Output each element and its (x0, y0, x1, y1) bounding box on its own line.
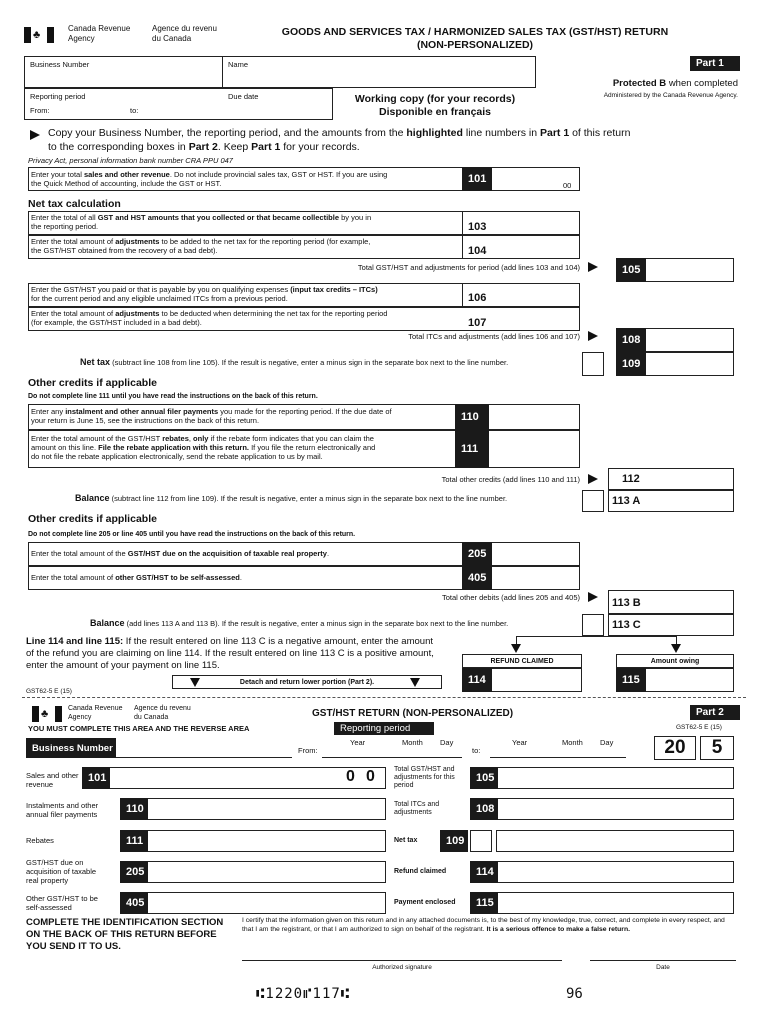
part2-title: GST/HST RETURN (NON-PERSONALIZED) (312, 708, 514, 719)
date-label: Date (656, 964, 670, 971)
agency-name-fr-part2: Agence du revenu du Canada (134, 705, 191, 721)
year-prefix-box: 20 (654, 736, 696, 760)
reporting-period-badge: Reporting period (334, 722, 434, 735)
line-113b-number: 113 B (612, 597, 641, 609)
line-105-part2-input[interactable] (498, 767, 734, 789)
total-108-label: Total ITCs and adjustments (add lines 106 and 107) (408, 332, 580, 341)
line-113c-input[interactable] (646, 614, 734, 636)
day-label-to: Day (600, 738, 614, 747)
refund-arrow-icon (511, 644, 521, 653)
line-109-input[interactable] (646, 352, 734, 376)
arrow-108-icon (588, 331, 598, 341)
owing-arrow-icon (671, 644, 681, 653)
authorized-signature-label: Authorized signature (372, 964, 432, 971)
net-tax-heading: Net tax calculation (28, 198, 121, 210)
form-code-part2: GST62-5 E (15) (676, 724, 722, 731)
form-code-part1: GST62-5 E (15) (26, 688, 72, 695)
line-405-text: Enter the total amount of other GST/HST to be self-assessed. (31, 573, 242, 582)
line-205-number: 205 (462, 542, 492, 566)
line-107-text: Enter the total amount of adjustments to be deducted when determining the net tax for the reporting period (for example, the GST/HST included in a bad debt). (31, 309, 388, 327)
name-label: Name (228, 60, 249, 69)
line-108-input[interactable] (646, 328, 734, 352)
line-105-number: 105 (616, 258, 646, 282)
protected-b: Protected B when completed (612, 78, 738, 89)
line-405-part2-number: 405 (120, 892, 148, 914)
gst205-label-part2: GST/HST due on acquisition of taxable real property (26, 858, 97, 885)
must-complete-note: YOU MUST COMPLETE THIS AREA AND THE REVERSE AREA (28, 724, 250, 733)
signature-line[interactable] (242, 960, 562, 961)
line-101-text: Enter your total sales and other revenue. Do not include provincial sales tax, GST or HST. If you are using the Quick Method of accounting, include the GST or HST. (31, 170, 388, 188)
from-label-part2: From: (298, 746, 318, 755)
business-number-input[interactable] (116, 740, 292, 758)
line-106-number: 106 (468, 292, 487, 304)
line-101-cents: 00 (563, 181, 572, 190)
line-104-number: 104 (468, 245, 487, 257)
certification-text: I certify that the information given on this return and in any attached documents is, to the best of my knowledge, true, correct, and complete in every respect, and that I am the registrant, or that I am authorized to sign on behalf of the registrant. It is a serious offence to make a false return. (242, 917, 725, 933)
year-label-from: Year (350, 738, 366, 747)
instruction-arrow-icon (30, 130, 40, 140)
due-date-label: Due date (228, 92, 259, 101)
line-113c-sign-box[interactable] (582, 614, 604, 636)
rebates-label-part2: Rebates (26, 836, 54, 845)
line-113a-input[interactable] (646, 490, 734, 512)
reporting-period-label: Reporting period (30, 92, 86, 101)
date-line[interactable] (590, 960, 736, 961)
line-108-part2-input[interactable] (498, 798, 734, 820)
line-109-part2-number: 109 (440, 830, 468, 852)
net-tax-label: Net tax (subtract line 108 from line 105). If the result is negative, enter a minus sign in the separate box next to the line number. (80, 357, 509, 367)
line-111-number: 111 (455, 430, 489, 468)
line-105-input[interactable] (646, 258, 734, 282)
line-113a-number: 113 A (612, 495, 641, 507)
year-digit-box: 5 (700, 736, 734, 760)
from-label: From: (30, 106, 50, 115)
gst405-label-part2: Other GST/HST to be self-assessed (26, 894, 98, 912)
day-label-from: Day (440, 738, 454, 747)
line-106-input[interactable] (492, 283, 580, 307)
arrow-112-icon (588, 474, 598, 484)
line-103-text: Enter the total of all GST and HST amounts that you collected or that became collectible by you in the reporting period. (31, 213, 372, 231)
line-114-part2-input[interactable] (498, 861, 734, 883)
line-114-input[interactable] (492, 668, 582, 692)
line-111-part2-number: 111 (120, 830, 148, 852)
amount-owing-label: Amount owing (650, 658, 700, 665)
line-113c-number: 113 C (612, 619, 641, 631)
total-105-label: Total GST/HST and adjustments for period (add lines 103 and 104) (357, 263, 580, 272)
t108-label-part2: Total ITCs and adjustments (394, 801, 440, 816)
id-box-top (24, 56, 536, 88)
line-114-number: 114 (462, 668, 492, 692)
canada-flag-icon: ♣ (24, 27, 54, 43)
agency-name-en-part2: Canada Revenue Agency (68, 705, 123, 721)
line-101-part2-zero1: 0 (346, 768, 355, 785)
line-113b-input[interactable] (646, 590, 734, 614)
line-110-part2-input[interactable] (148, 798, 386, 820)
line-110-input[interactable] (489, 404, 580, 430)
line-101-number: 101 (462, 167, 492, 191)
line-205-part2-number: 205 (120, 861, 148, 883)
form-title: GOODS AND SERVICES TAX / HARMONIZED SALES TAX (GST/HST) RETURN (NON-PERSONALIZED) (281, 26, 669, 51)
line-101-part2-zero2: 0 (366, 768, 375, 785)
month-label-to: Month (562, 738, 583, 747)
other-credits-heading: Other credits if applicable (28, 377, 157, 389)
total-112-label: Total other credits (add lines 110 and 111) (441, 475, 580, 484)
part2-badge: Part 2 (690, 705, 740, 720)
line-109-part2-input[interactable] (496, 830, 734, 852)
detach-label: Detach and return lower portion (Part 2). (239, 679, 375, 686)
other-debits-note: Do not complete line 205 or line 405 until you have read the instructions on the back of this return. (28, 531, 356, 538)
line-109-sign-box[interactable] (582, 352, 604, 376)
line-103-input[interactable] (492, 211, 580, 235)
line-110-text: Enter any instalment and other annual filer payments you made for the reporting period. If the due date of your return is June 15, see the instructions on the back of this return. (31, 407, 392, 425)
privacy-note: Privacy Act, personal information bank number CRA PPU 047 (28, 156, 233, 165)
complete-id-note: COMPLETE THE IDENTIFICATION SECTION ON THE BACK OF THIS RETURN BEFORE YOU SEND IT TO US. (26, 917, 224, 952)
total-113b-label: Total other debits (add lines 205 and 405) (441, 593, 580, 602)
administered-note: Administered by the Canada Revenue Agency. (603, 92, 738, 99)
canada-flag-icon-part2: ♣ (32, 706, 62, 722)
detach-line (22, 697, 746, 698)
line-110-number: 110 (455, 404, 489, 430)
agency-name-en: Canada Revenue Agency (68, 24, 131, 43)
line-105-part2-number: 105 (470, 767, 498, 789)
year-label-to: Year (512, 738, 528, 747)
line-104-text: Enter the total amount of adjustments to be added to the net tax for the reporting period (for example, the GST/HST obtained from the recovery of a bad debt). (31, 237, 371, 255)
nettax-label-part2: Net tax (394, 837, 418, 844)
refund-label-part2: Refund claimed (394, 868, 447, 875)
line-205-input[interactable] (492, 542, 580, 566)
other-credits-note: Do not complete line 111 until you have read the instructions on the back of this return. (28, 393, 318, 400)
instructions-text: Copy your Business Number, the reporting period, and the amounts from the highlighted line numbers in Part 1 of this return to the corresponding boxes in Part 2. Keep Part 1 for your records. (48, 127, 631, 153)
line-101-part2-input[interactable] (110, 767, 386, 789)
line-115-part2-number: 115 (470, 892, 498, 914)
line-108-number: 108 (616, 328, 646, 352)
page-code: 96 (566, 986, 583, 1002)
line-115-number: 115 (616, 668, 646, 692)
arrow-105-icon (588, 262, 598, 272)
to-date-input[interactable] (490, 746, 626, 758)
line-112-input[interactable] (646, 468, 734, 490)
sales-label-part2: Sales and other revenue (26, 771, 79, 789)
balance-113a-label: Balance (subtract line 112 from line 109). If the result is negative, enter a minus sign in the separate box next to the line number. (75, 493, 508, 503)
payment-label-part2: Payment enclosed (394, 899, 456, 906)
refund-claimed-label: REFUND CLAIMED (490, 658, 554, 665)
line-104-input[interactable] (492, 235, 580, 259)
line-114-115-instructions: Line 114 and line 115: If the result entered on line 113 C is a negative amount, enter the amount of the refund you are claiming on line 114. If the result entered on line 113 C is a positive amount, enter the amount of your payment on line 115. (26, 636, 434, 671)
line-111-part2-input[interactable] (148, 830, 386, 852)
line-112-number: 112 (622, 473, 640, 485)
line-109-part2-sign-box[interactable] (470, 830, 492, 852)
line-115-part2-input[interactable] (498, 892, 734, 914)
t105-label-part2: Total GST/HST and adjustments for this period (394, 766, 455, 789)
line-110-part2-number: 110 (120, 798, 148, 820)
month-label-from: Month (402, 738, 423, 747)
line-107-input[interactable] (492, 307, 580, 331)
working-copy-note: Working copy (for your records) Disponible en français (354, 93, 516, 118)
line-106-text: Enter the GST/HST you paid or that is payable by you on qualifying expenses (input tax credits – ITCs) for the current period and any eligible unclaimed ITCs from a previous period. (31, 285, 378, 303)
agency-name-fr: Agence du revenu du Canada (152, 24, 217, 43)
line-405-input[interactable] (492, 566, 580, 590)
line-103-number: 103 (468, 221, 487, 233)
business-number-badge: Business Number (26, 738, 116, 758)
line-107-number: 107 (468, 317, 487, 329)
business-number-label: Business Number (30, 60, 90, 69)
line-109-number: 109 (616, 352, 646, 376)
line-114-part2-number: 114 (470, 861, 498, 883)
from-date-input[interactable] (322, 746, 462, 758)
line-405-part2-input[interactable] (148, 892, 386, 914)
line-405-number: 405 (462, 566, 492, 590)
line-108-part2-number: 108 (470, 798, 498, 820)
arrow-113b-icon (588, 592, 598, 602)
balance-113c-label: Balance (add lines 113 A and 113 B). If the result is negative, enter a minus sign in the separate box next to the line number. (90, 618, 509, 628)
other-debits-heading: Other credits if applicable (28, 513, 157, 525)
line-111-text: Enter the total amount of the GST/HST rebates, only if the rebate form indicates that you can claim the amount on this line. File the rebate application with this return. If you file the return electronically and do not file the rebate application electronically, send the rebate application to us by mail. (31, 434, 376, 461)
to-label-part2: to: (472, 746, 481, 755)
line-111-input[interactable] (489, 430, 580, 468)
instalments-label-part2: Instalments and other annual filer payments (26, 801, 99, 819)
to-label: to: (130, 106, 139, 115)
part1-badge: Part 1 (690, 56, 740, 71)
micr-barcode: ⑆1220⑈117⑆ (256, 986, 351, 1002)
line-205-text: Enter the total amount of the GST/HST due on the acquisition of taxable real property. (31, 549, 330, 558)
line-115-input[interactable] (646, 668, 734, 692)
line-205-part2-input[interactable] (148, 861, 386, 883)
line-113a-sign-box[interactable] (582, 490, 604, 512)
line-101-part2-number: 101 (82, 767, 110, 789)
